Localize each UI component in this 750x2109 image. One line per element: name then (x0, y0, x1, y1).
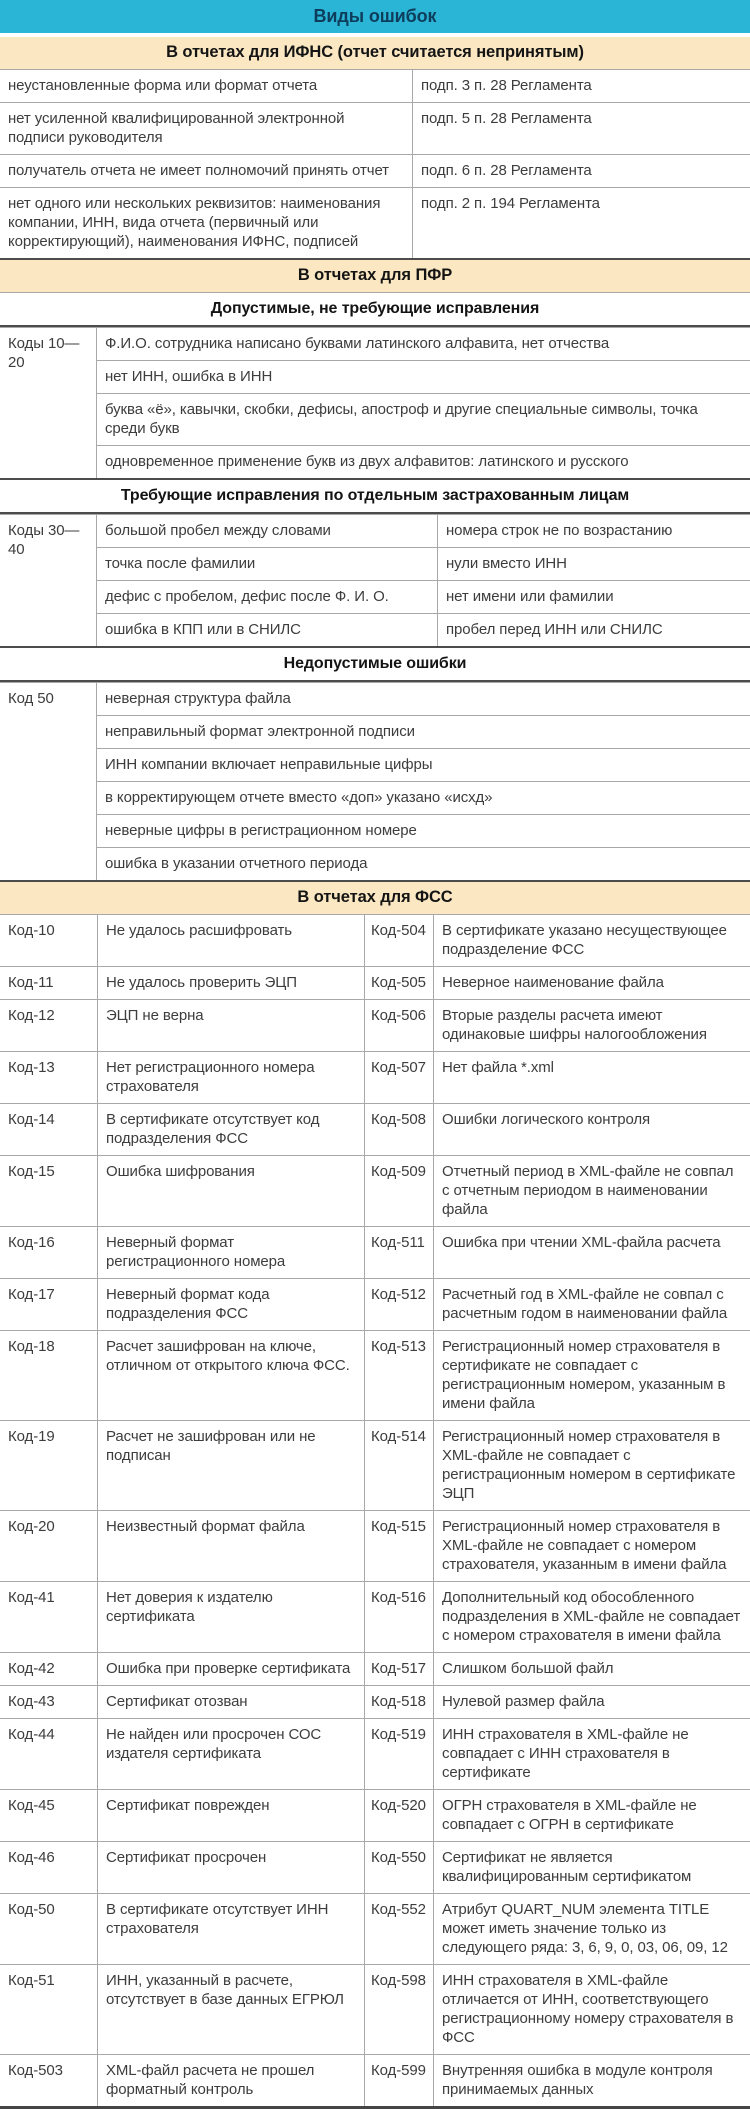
error-cell: точка после фамилии (105, 555, 256, 572)
table-row (0, 1226, 750, 1278)
error-code-cell: Код-512 (364, 1279, 433, 1330)
error-desc-cell: Не найден или просрочен СОС издателя сертификата (97, 1719, 364, 1789)
error-desc-cell: В сертификате отсутствует ИНН страхователя (97, 1894, 364, 1964)
table-row (0, 914, 750, 966)
error-desc-cell: Не удалось расшифровать (97, 915, 364, 966)
section-header-pfr: В отчетах для ПФР (0, 258, 750, 292)
error-code-cell: Код-513 (364, 1331, 433, 1420)
error-code-cell: Код-18 (8, 1338, 55, 1355)
error-code-cell: Код-517 (364, 1653, 433, 1685)
pfr-code-block (0, 514, 750, 646)
section-header-fss: В отчетах для ФСС (0, 880, 750, 914)
error-desc-cell: Расчет зашифрован на ключе, отличном от открытого ключа ФСС. (97, 1331, 364, 1420)
error-code-cell: Код-508 (364, 1104, 433, 1155)
table-row (0, 1789, 750, 1841)
table-row (97, 683, 750, 715)
error-code-cell: Код-10 (8, 922, 55, 939)
error-desc-cell: Неверный формат регистрационного номера (97, 1227, 364, 1278)
error-code-cell: Код-516 (364, 1582, 433, 1652)
error-code-cell: Код-20 (8, 1518, 55, 1535)
fss-rows (0, 914, 750, 2106)
error-desc-cell: Нет регистрационного номера страхователя (97, 1052, 364, 1103)
error-cell: ИНН компании включает неправильные цифры (105, 756, 433, 773)
regulation-cell: подп. 3 п. 28 Регламента (412, 70, 750, 102)
error-cell: неверная структура файла (105, 690, 291, 707)
table-row (97, 748, 750, 781)
error-code-cell: Код-13 (8, 1059, 55, 1076)
error-desc-cell: Ошибка при чтении XML-файла расчета (433, 1227, 750, 1278)
table-row (0, 1685, 750, 1718)
error-code-cell: Код-519 (364, 1719, 433, 1789)
error-desc-cell: Не удалось проверить ЭЦП (97, 967, 364, 999)
error-code-cell: Код-599 (364, 2055, 433, 2106)
table-row (97, 515, 750, 547)
error-code-cell: Код-12 (8, 1007, 55, 1024)
table-row (0, 1841, 750, 1893)
error-code-cell: Код-507 (364, 1052, 433, 1103)
error-desc-cell: Расчет не зашифрован или не подписан (97, 1421, 364, 1510)
error-desc-cell: ОГРН страхователя в XML-файле не совпадает с ОГРН в сертификате (433, 1790, 750, 1841)
error-cell: ошибка в КПП или в СНИЛС (105, 621, 301, 638)
error-code-cell: Код-19 (8, 1428, 55, 1445)
error-desc-cell: Неверное наименование файла (433, 967, 750, 999)
error-cell: нет имени или фамилии (437, 581, 750, 613)
error-desc-cell: Сертификат отозван (97, 1686, 364, 1718)
table-row (0, 999, 750, 1051)
error-code-cell: Код-14 (8, 1111, 55, 1128)
error-code-cell: Код-45 (8, 1797, 55, 1814)
error-cell: номера строк не по возрастанию (437, 515, 750, 547)
error-cell: большой пробел между словами (105, 522, 331, 539)
table-row (0, 187, 750, 258)
error-desc-cell: Регистрационный номер страхователя в XML-файле не совпадает с регистрационным номером в сертификате ЭЦП (433, 1421, 750, 1510)
pfr-subsection-header: Требующие исправления по отдельным застрахованным лицам (0, 478, 750, 514)
table-row (97, 814, 750, 847)
table-row (97, 715, 750, 748)
error-desc-cell: Сертификат не является квалифицированным сертификатом (433, 1842, 750, 1893)
error-desc-cell: Дополнительный код обособленного подразделения в XML-файле не совпадает с номером страхователя в имени файла (433, 1582, 750, 1652)
table-row (0, 1510, 750, 1581)
error-code-cell: Код-520 (364, 1790, 433, 1841)
section-header-ifns: В отчетах для ИФНС (отчет считается непринятым) (0, 37, 750, 69)
error-desc-cell: Нулевой размер файла (433, 1686, 750, 1718)
error-code-cell: Код-511 (364, 1227, 433, 1278)
error-cell: получатель отчета не имеет полномочий принять отчет (8, 162, 389, 179)
error-code-cell: Код-46 (8, 1849, 55, 1866)
table-row (0, 154, 750, 187)
error-cell: нет одного или нескольких реквизитов: наименования компании, ИНН, вида отчета (первичный или корректирующий), наименования ИФНС, подписей (8, 195, 381, 250)
pfr-row-list (97, 328, 750, 478)
error-desc-cell: Ошибка при проверке сертификата (97, 1653, 364, 1685)
error-desc-cell: Регистрационный номер страхователя в сертификате не совпадает с регистрационным номером, указанным в имени файла (433, 1331, 750, 1420)
table-row (97, 445, 750, 478)
error-cell: пробел перед ИНН или СНИЛС (437, 614, 750, 646)
error-code-cell: Код-503 (8, 2062, 63, 2079)
pfr-code-block (0, 682, 750, 880)
error-desc-cell: Слишком большой файл (433, 1653, 750, 1685)
regulation-cell: подп. 5 п. 28 Регламента (412, 103, 750, 154)
error-desc-cell: Ошибки логического контроля (433, 1104, 750, 1155)
error-desc-cell: Атрибут QUART_NUM элемента TITLE может иметь значение только из следующего ряда: 3, 6, 9, 0, 03, 06, 09, 12 (433, 1894, 750, 1964)
error-desc-cell: ЭЦП не верна (97, 1000, 364, 1051)
error-code-cell: Код-41 (8, 1589, 55, 1606)
error-code-cell: Код-43 (8, 1693, 55, 1710)
error-cell: ошибка в указании отчетного периода (105, 855, 368, 872)
code-range-cell: Код 50 (0, 683, 97, 880)
table-row (0, 1155, 750, 1226)
error-code-cell: Код-44 (8, 1726, 55, 1743)
regulation-cell: подп. 2 п. 194 Регламента (412, 188, 750, 258)
error-cell: нули вместо ИНН (437, 548, 750, 580)
error-desc-cell: Вторые разделы расчета имеют одинаковые шифры налогообложения (433, 1000, 750, 1051)
table-row (0, 102, 750, 154)
error-cell: неверные цифры в регистрационном номере (105, 822, 417, 839)
table-row (97, 613, 750, 646)
table-row (0, 1420, 750, 1510)
pfr-row-list (97, 683, 750, 880)
error-cell: дефис с пробелом, дефис после Ф. И. О. (105, 588, 389, 605)
table-row (0, 1278, 750, 1330)
error-code-cell: Код-550 (364, 1842, 433, 1893)
error-desc-cell: Нет доверия к издателю сертификата (97, 1582, 364, 1652)
pfr-code-block (0, 327, 750, 478)
error-desc-cell: Сертификат просрочен (97, 1842, 364, 1893)
table-row (0, 1718, 750, 1789)
error-desc-cell: Сертификат поврежден (97, 1790, 364, 1841)
table-row (0, 1652, 750, 1685)
error-cell: одновременное применение букв из двух алфавитов: латинского и русского (105, 453, 629, 470)
error-desc-cell: Отчетный период в XML-файле не совпал с отчетным периодом в наименовании файла (433, 1156, 750, 1226)
pfr-row-list (97, 515, 750, 646)
pfr-subsection-header: Допустимые, не требующие исправления (0, 292, 750, 327)
error-code-cell: Код-15 (8, 1163, 55, 1180)
error-cell: неустановленные форма или формат отчета (8, 77, 318, 94)
table-row (97, 547, 750, 580)
error-code-cell: Код-518 (364, 1686, 433, 1718)
error-code-cell: Код-506 (364, 1000, 433, 1051)
error-desc-cell: Ошибка шифрования (97, 1156, 364, 1226)
table-row (97, 580, 750, 613)
error-code-cell: Код-552 (364, 1894, 433, 1964)
error-code-cell: Код-17 (8, 1286, 55, 1303)
regulation-cell: подп. 6 п. 28 Регламента (412, 155, 750, 187)
error-cell: буква «ё», кавычки, скобки, дефисы, апостроф и другие специальные символы, точка среди букв (105, 401, 698, 437)
error-cell: неправильный формат электронной подписи (105, 723, 415, 740)
error-code-cell: Код-11 (8, 974, 54, 991)
error-desc-cell: XML-файл расчета не прошел форматный контроль (97, 2055, 364, 2106)
code-range-cell: Коды 10—20 (0, 328, 97, 478)
error-desc-cell: Нет файла *.xml (433, 1052, 750, 1103)
pfr-subsection-header: Недопустимые ошибки (0, 646, 750, 682)
page-title: Виды ошибок (0, 0, 750, 33)
table-row (0, 966, 750, 999)
table-row (0, 1051, 750, 1103)
error-code-cell: Код-51 (8, 1972, 55, 1989)
table-row (97, 328, 750, 360)
error-desc-cell: Неверный формат кода подразделения ФСС (97, 1279, 364, 1330)
error-cell: нет ИНН, ошибка в ИНН (105, 368, 273, 385)
error-cell: нет усиленной квалифицированной электронной подписи руководителя (8, 110, 345, 146)
table-row (0, 2054, 750, 2106)
error-code-cell: Код-16 (8, 1234, 55, 1251)
error-desc-cell: Расчетный год в XML-файле не совпал с расчетным годом в наименовании файла (433, 1279, 750, 1330)
error-desc-cell: Неизвестный формат файла (97, 1511, 364, 1581)
error-code-cell: Код-50 (8, 1901, 55, 1918)
error-desc-cell: Регистрационный номер страхователя в XML-файле не совпадает с номером страхователя, указанным в имени файла (433, 1511, 750, 1581)
table-row (0, 1964, 750, 2054)
error-code-cell: Код-42 (8, 1660, 55, 1677)
pfr-groups (0, 292, 750, 880)
error-desc-cell: ИНН страхователя в XML-файле не совпадает с ИНН страхователя в сертификате (433, 1719, 750, 1789)
code-range-cell: Коды 30—40 (0, 515, 97, 646)
error-cell: в корректирующем отчете вместо «доп» указано «исхд» (105, 789, 493, 806)
table-row (97, 360, 750, 393)
table-row (97, 393, 750, 445)
table-row (0, 1330, 750, 1420)
table-row (97, 847, 750, 880)
error-code-cell: Код-514 (364, 1421, 433, 1510)
error-desc-cell: В сертификате указано несуществующее подразделение ФСС (433, 915, 750, 966)
table-row (0, 1581, 750, 1652)
error-desc-cell: Внутренняя ошибка в модуле контроля принимаемых данных (433, 2055, 750, 2106)
table-row (0, 1893, 750, 1964)
table-row (0, 1103, 750, 1155)
error-desc-cell: В сертификате отсутствует код подразделения ФСС (97, 1104, 364, 1155)
error-code-cell: Код-504 (364, 915, 433, 966)
error-desc-cell: ИНН страхователя в XML-файле отличается от ИНН, соответствующего регистрационному номеру страхователя в ФСС (433, 1965, 750, 2054)
error-code-cell: Код-505 (364, 967, 433, 999)
error-code-cell: Код-598 (364, 1965, 433, 2054)
table-row (0, 69, 750, 102)
table-row (97, 781, 750, 814)
ifns-rows (0, 69, 750, 258)
error-code-cell: Код-509 (364, 1156, 433, 1226)
error-code-cell: Код-515 (364, 1511, 433, 1581)
error-cell: Ф.И.О. сотрудника написано буквами латинского алфавита, нет отчества (105, 335, 610, 352)
error-desc-cell: ИНН, указанный в расчете, отсутствует в базе данных ЕГРЮЛ (97, 1965, 364, 2054)
